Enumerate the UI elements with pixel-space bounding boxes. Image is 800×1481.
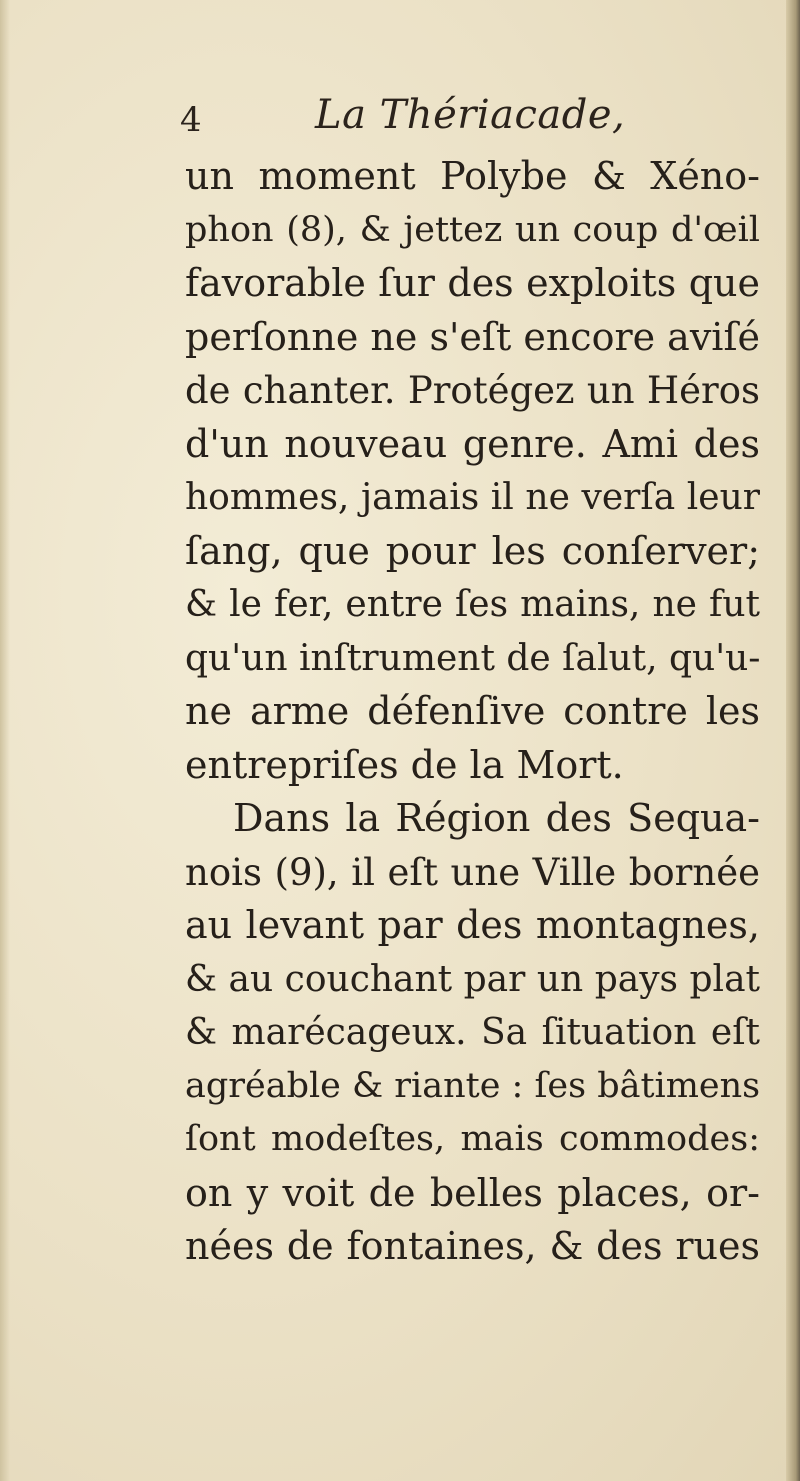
- text-line: ſont modeſtes, mais commodes:: [185, 1119, 760, 1159]
- text-line: au levant par des montagnes,: [185, 903, 760, 947]
- page-right-edge: [786, 0, 800, 1481]
- text-line: hommes, jamais il ne verſa leur: [185, 477, 760, 518]
- page-left-edge: [0, 0, 10, 1481]
- text-line: & au couchant par un pays plat: [185, 958, 760, 1000]
- text-line: Dans la Région des Sequa-: [233, 796, 760, 840]
- text-line: qu'un inſtrument de ſalut, qu'u-: [185, 637, 761, 679]
- text-line: de chanter. Protégez un Héros: [185, 369, 760, 412]
- text-line: nois (9), il eſt une Ville bornée: [185, 850, 760, 894]
- body-text: [185, 150, 760, 1274]
- text-line: d'un nouveau genre. Ami des: [185, 421, 760, 466]
- page-header: [180, 92, 630, 152]
- text-line: un moment Polybe & Xéno-: [185, 154, 760, 198]
- text-line: agréable & riante : ſes bâtimens: [185, 1065, 761, 1106]
- text-line: ſang, que pour les conſerver;: [185, 528, 760, 573]
- text-line: & le fer, entre ſes mains, ne fut: [185, 584, 760, 625]
- text-line: phon (8), & jettez un coup d'œil: [185, 209, 760, 250]
- text-line: perſonne ne s'eſt encore aviſé: [185, 314, 761, 359]
- text-line: favorable ſur des exploits que: [185, 261, 760, 305]
- running-title: La Thériacade,: [315, 92, 626, 138]
- text-line: ne arme défenſive contre les: [185, 689, 760, 733]
- page-number: 4: [180, 100, 202, 140]
- text-line: on y voit de belles places, or-: [185, 1170, 760, 1215]
- text-line: nées de fontaines, & des rues: [185, 1224, 760, 1268]
- text-line: entrepriſes de la Mort.: [185, 742, 624, 787]
- text-line: & marécageux. Sa ſituation eſt: [185, 1012, 760, 1053]
